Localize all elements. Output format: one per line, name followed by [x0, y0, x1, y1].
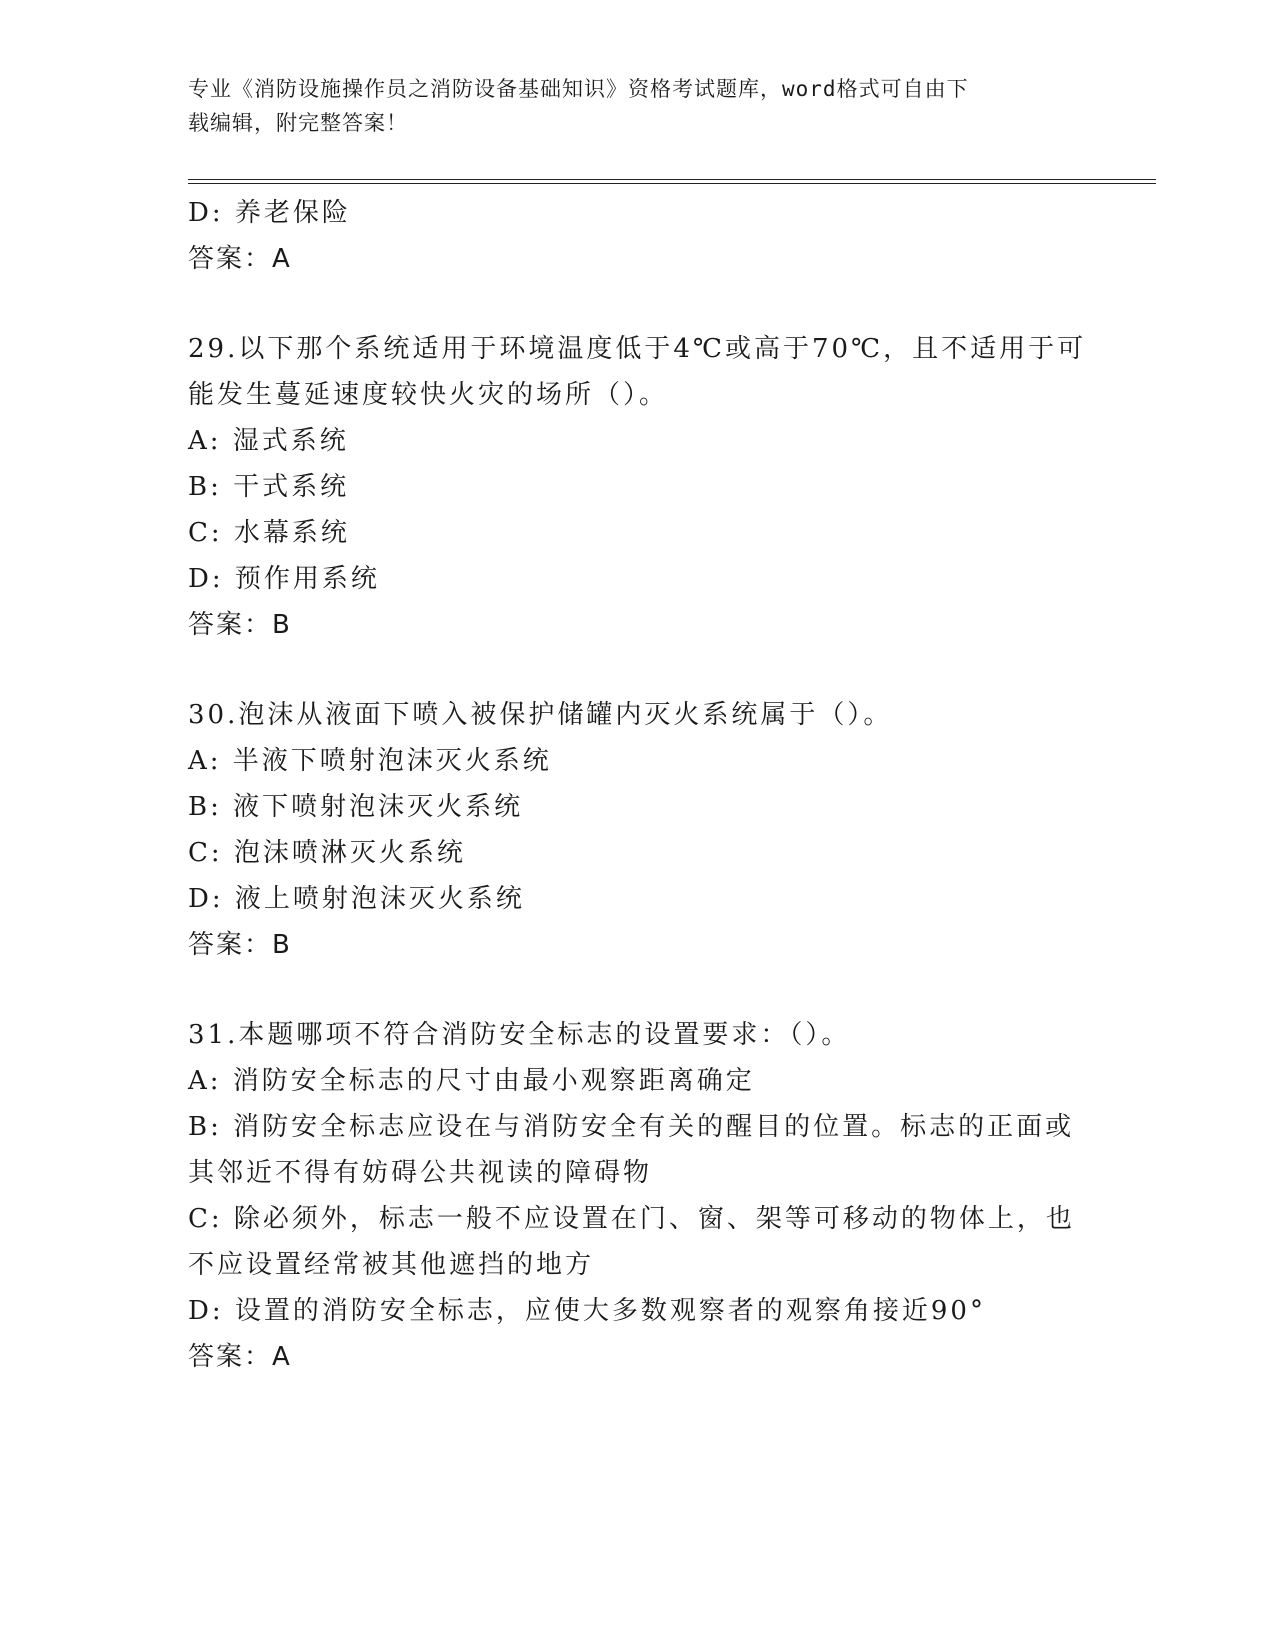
header-line-1: 专业《消防设施操作员之消防设备基础知识》资格考试题库，word格式可自由下 [188, 77, 969, 101]
header-line-2: 载编辑，附完整答案！ [188, 111, 408, 135]
option-b-continued: 其邻近不得有妨碍公共视读的障碍物 [188, 1158, 653, 1188]
question-stem: 31.本题哪项不符合消防安全标志的设置要求：（）。 [188, 1020, 851, 1050]
option-d: D: 预作用系统 [188, 564, 380, 594]
answer: 答案：A [188, 244, 292, 274]
question-31 [188, 1012, 1088, 1380]
option-b: B: 干式系统 [188, 472, 350, 502]
option-b: B: 液下喷射泡沫灭火系统 [188, 792, 524, 822]
question-stem: 能发生蔓延速度较快火灾的场所（）。 [188, 380, 669, 410]
question-stem: 30.泡沫从液面下喷入被保护储罐内灭火系统属于（）。 [188, 700, 893, 730]
document-body [188, 190, 1088, 1380]
question-29 [188, 326, 1088, 648]
header-divider [188, 179, 1156, 184]
previous-question-tail [188, 190, 1088, 282]
answer: 答案：B [188, 610, 292, 640]
option-d: D: 养老保险 [188, 198, 351, 228]
answer: 答案：B [188, 930, 292, 960]
option-d: D: 液上喷射泡沫灭火系统 [188, 884, 525, 914]
option-c: C: 水幕系统 [188, 518, 350, 548]
page-header [188, 72, 1068, 140]
option-a: A: 湿式系统 [188, 426, 349, 456]
question-30 [188, 692, 1088, 968]
option-c: C: 泡沫喷淋灭火系统 [188, 838, 466, 868]
option-b: B: 消防安全标志应设在与消防安全有关的醒目的位置。标志的正面或 [188, 1112, 1075, 1142]
option-a: A: 半液下喷射泡沫灭火系统 [188, 746, 552, 776]
option-a: A: 消防安全标志的尺寸由最小观察距离确定 [188, 1066, 755, 1096]
answer: 答案：A [188, 1342, 292, 1372]
option-d: D: 设置的消防安全标志，应使大多数观察者的观察角接近90° [188, 1296, 986, 1326]
option-c-continued: 不应设置经常被其他遮挡的地方 [188, 1250, 595, 1280]
question-stem: 29.以下那个系统适用于环境温度低于4℃或高于70℃，且不适用于可 [188, 334, 1087, 364]
option-c: C: 除必须外，标志一般不应设置在门、窗、架等可移动的物体上，也 [188, 1204, 1075, 1234]
